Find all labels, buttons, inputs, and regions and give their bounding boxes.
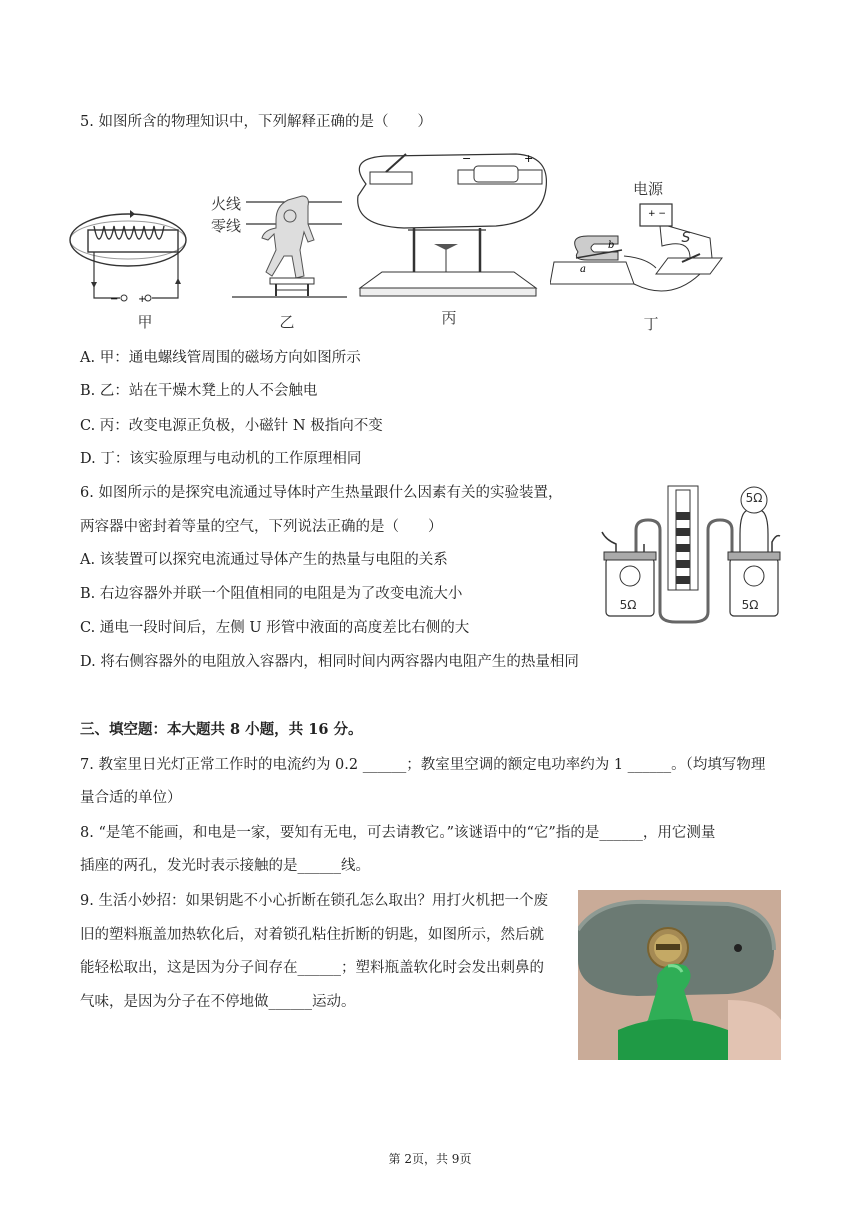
resistor-label-left: 5Ω xyxy=(619,598,637,612)
q5-option-b: B. 乙：站在干燥木凳上的人不会触电 xyxy=(80,383,318,399)
q7-line2: 量合适的单位） xyxy=(80,790,182,806)
oersted-experiment-figure xyxy=(346,148,552,306)
live-wire-label: 火线 xyxy=(210,195,241,213)
point-b-label: b xyxy=(608,240,615,251)
page-footer: 第 2页，共 9页 xyxy=(388,1152,472,1166)
svg-text:−: − xyxy=(110,294,119,305)
point-a-label: a xyxy=(580,264,586,275)
q6-option-d: D. 将右侧容器外的电阻放入容器内，相同时间内两容器内电阻产生的热量相同 xyxy=(80,654,579,670)
induction-experiment-figure xyxy=(550,198,730,308)
q6-option-a: A. 该装置可以探究电流通过导体产生的热量与电阻的关系 xyxy=(80,552,448,568)
svg-text:+: + xyxy=(138,294,147,305)
svg-text:+ −: + − xyxy=(648,209,666,219)
svg-text:+: + xyxy=(524,152,534,165)
q7-line1: 7. 教室里日光灯正常工作时的电流约为 0.2 ______；教室里空调的额定电功率约为 1 ______。（均填写物理 xyxy=(80,757,766,773)
q9-line3: 能轻松取出，这是因为分子间存在______；塑料瓶盖软化时会发出刺鼻的 xyxy=(80,960,544,976)
solenoid-figure xyxy=(68,200,198,310)
q9-line1: 9. 生活小妙招：如果钥匙不小心折断在锁孔怎么取出？用打火机把一个废 xyxy=(80,893,548,909)
q6-option-c: C. 通电一段时间后，左侧 U 形管中液面的高度差比右侧的大 xyxy=(80,620,470,636)
q6-option-b: B. 右边容器外并联一个阻值相同的电阻是为了改变电流大小 xyxy=(80,586,463,602)
q5-option-a: A. 甲：通电螺线管周围的磁场方向如图所示 xyxy=(80,350,361,366)
switch-label: S xyxy=(681,230,691,246)
q9-line4: 气味，是因为分子在不停地做______运动。 xyxy=(80,994,356,1010)
lock-key-photo xyxy=(578,890,781,1060)
q5-stem: 5. 如图所含的物理知识中，下列解释正确的是（ ） xyxy=(80,114,432,130)
figure-label-yi: 乙 xyxy=(279,313,295,331)
q5-option-c: C. 丙：改变电源正负极，小磁针 N 极指向不变 xyxy=(80,418,383,434)
person-on-stool-figure xyxy=(232,190,352,305)
figure-label-jia: 甲 xyxy=(137,313,153,331)
power-source-label: 电源 xyxy=(632,180,663,198)
q8-line1: 8. “是笔不能画，和电是一家，要知有无电，可去请教它。”该谜语中的“它”指的是______，用它测量 xyxy=(80,825,716,841)
q6-stem-line2: 两容器中密封着等量的空气，下列说法正确的是（ ） xyxy=(80,519,443,535)
section-heading: 三、填空题：本大题共 8 小题，共 16 分。 xyxy=(80,721,363,738)
neutral-wire-label: 零线 xyxy=(210,217,241,235)
q8-line2: 插座的两孔，发光时表示接触的是______线。 xyxy=(80,858,370,874)
resistor-label-right: 5Ω xyxy=(741,598,759,612)
figure-label-bing: 丙 xyxy=(441,309,457,327)
q5-option-d: D. 丁：该实验原理与电动机的工作原理相同 xyxy=(80,451,362,467)
q9-line2: 旧的塑料瓶盖加热软化后，对着锁孔粘住折断的钥匙，如图所示，然后就 xyxy=(80,927,544,943)
svg-text:−: − xyxy=(462,152,472,165)
q6-stem-line1: 6. 如图所示的是探究电流通过导体时产生热量跟什么因素有关的实验装置， xyxy=(80,485,563,501)
figure-label-ding: 丁 xyxy=(643,315,659,333)
resistor-label-top: 5Ω xyxy=(745,491,763,505)
